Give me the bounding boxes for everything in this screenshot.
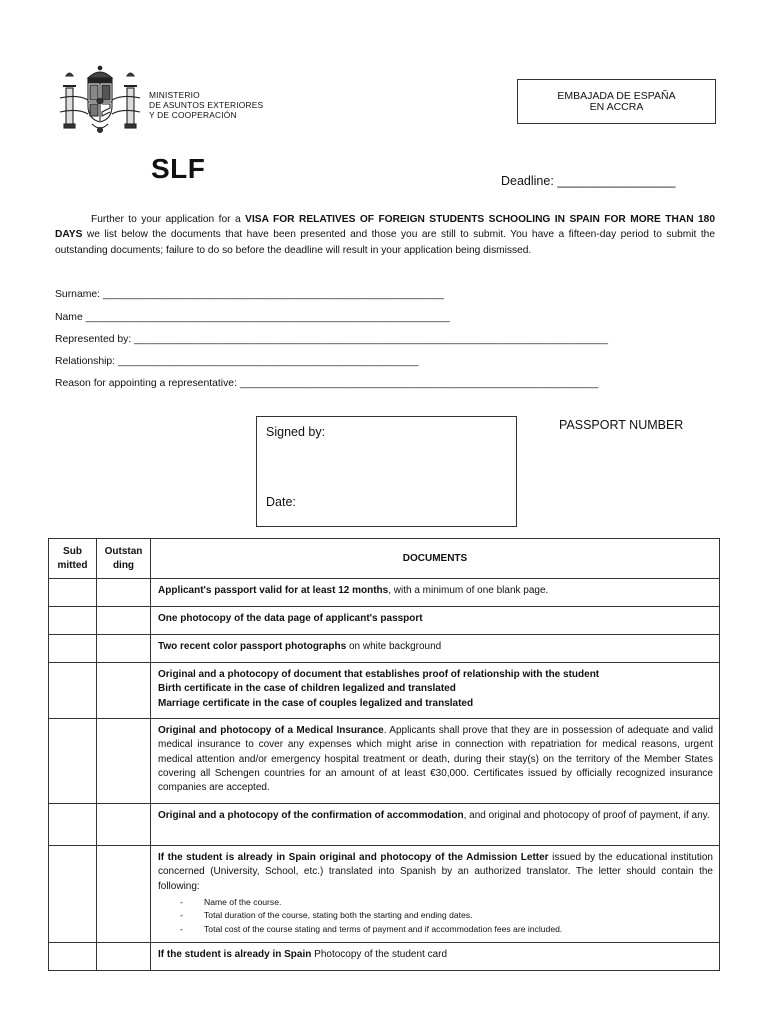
- signed-by-label: Signed by:: [266, 425, 326, 439]
- ministry-line: Y DE COOPERACIÓN: [149, 110, 237, 120]
- reason-field[interactable]: Reason for appointing a representative: ______________________________________________________________: [55, 378, 599, 389]
- col-submitted-header: Sub mitted: [49, 539, 97, 579]
- name-field[interactable]: Name _______________________________________________________________: [55, 312, 450, 323]
- intro-text: we list below the documents that have been presented and those you are still to submit. You have a fifteen-day period to submit the outstanding documents; failure to do so before the deadline will result in your application being dismissed.: [55, 229, 715, 256]
- form-code: SLF: [151, 153, 206, 184]
- embassy-line: EMBAJADA DE ESPAÑA: [557, 89, 676, 102]
- document-bold: Birth certificate in the case of children legalized and translated: [158, 683, 456, 695]
- table-row: [49, 579, 720, 607]
- table-header-row: [49, 539, 720, 579]
- table-row: [49, 943, 720, 971]
- col-documents-header: DOCUMENTS: [151, 539, 720, 579]
- intro-paragraph: [55, 212, 715, 258]
- date-label: Date:: [266, 495, 296, 509]
- table-row: [49, 607, 720, 635]
- document-description: [151, 579, 720, 607]
- document-description: [151, 635, 720, 663]
- document-description: [151, 719, 720, 804]
- outstanding-checkbox[interactable]: [97, 579, 151, 607]
- document-bold: Applicant's passport valid for at least 12 months: [158, 585, 389, 596]
- outstanding-checkbox[interactable]: [97, 607, 151, 635]
- submitted-checkbox[interactable]: [49, 607, 97, 635]
- submitted-checkbox[interactable]: [49, 943, 97, 971]
- document-description: [151, 804, 720, 846]
- document-bold: If the student is already in Spain: [158, 949, 312, 961]
- submitted-checkbox[interactable]: [49, 635, 97, 663]
- document-bold: Original and a photocopy of the confirmation of accommodation: [158, 810, 464, 821]
- list-item: - Total duration of the course, stating both the starting and ending dates.: [158, 909, 713, 923]
- document-bold: Original and photocopy of a Medical Insurance: [158, 725, 384, 736]
- coat-of-arms-icon: [58, 64, 142, 136]
- document-bold: Original and a photocopy of document that establishes proof of relationship with the student: [158, 669, 600, 680]
- list-item: - Total cost of the course stating and terms of payment and if accommodation fees are included.: [158, 923, 713, 937]
- submitted-checkbox[interactable]: [49, 719, 97, 804]
- deadline-field[interactable]: Deadline: _________________: [501, 174, 676, 188]
- embassy-line: EN ACCRA: [589, 100, 644, 113]
- relationship-field[interactable]: Relationship: ____________________________________________________: [55, 356, 419, 367]
- ministry-name: [149, 90, 263, 120]
- outstanding-checkbox[interactable]: [97, 804, 151, 846]
- table-row: [49, 635, 720, 663]
- ministry-line: DE ASUNTOS EXTERIORES: [149, 100, 264, 110]
- ministry-line: MINISTERIO: [149, 90, 200, 100]
- represented-by-field[interactable]: Represented by: __________________________________________________________________________________: [55, 334, 608, 345]
- document-description: [151, 663, 720, 719]
- document-bold: Two recent color passport photographs: [158, 641, 347, 652]
- table-row: [49, 804, 720, 846]
- submitted-checkbox[interactable]: [49, 846, 97, 943]
- outstanding-checkbox[interactable]: [97, 663, 151, 719]
- table-row: [49, 719, 720, 804]
- embassy-box: [517, 79, 716, 124]
- document-text: issued by the educational institution concerned (University, School, etc.) translated into Spanish by an authorized translator. The letter should contain the following:: [158, 852, 713, 892]
- submitted-checkbox[interactable]: [49, 804, 97, 846]
- table-row: [49, 846, 720, 943]
- document-bold: One photocopy of the data page of applicant's passport: [158, 613, 423, 624]
- documents-table: [48, 538, 720, 971]
- outstanding-checkbox[interactable]: [97, 846, 151, 943]
- signature-box[interactable]: [256, 416, 517, 527]
- col-outstanding-header: Outstan ding: [97, 539, 151, 579]
- document-text: . Applicants shall prove that they are in possession of adequate and valid medical insurance to cover any expenses which might arise in connection with repatriation for medical reasons, urgent medical attention and/or emergency hospital treatment or death, during their stay(s) on the territory of the Member States covering all Schengen countries for an amount of at least €30,000. Certificates issued by officially recognized insurance companies are accepted.: [158, 725, 713, 794]
- outstanding-checkbox[interactable]: [97, 719, 151, 804]
- document-description: [151, 607, 720, 635]
- surname-field[interactable]: Surname: ___________________________________________________________: [55, 289, 444, 300]
- list-item: - Name of the course.: [158, 896, 713, 910]
- passport-number-label: PASSPORT NUMBER: [559, 418, 684, 432]
- document-text: on white background: [346, 641, 442, 652]
- submitted-checkbox[interactable]: [49, 663, 97, 719]
- outstanding-checkbox[interactable]: [97, 635, 151, 663]
- submitted-checkbox[interactable]: [49, 579, 97, 607]
- outstanding-checkbox[interactable]: [97, 943, 151, 971]
- document-bold: If the student is already in Spain original and photocopy of the Admission Letter: [158, 852, 549, 863]
- admission-letter-requirements: [158, 896, 713, 937]
- document-text: , with a minimum of one blank page.: [388, 585, 549, 596]
- document-bold: Marriage certificate in the case of couples legalized and translated: [158, 697, 474, 709]
- intro-visa-type: VISA FOR RELATIVES OF FOREIGN STUDENTS SCHOOLING IN SPAIN FOR MORE THAN 180 DAYS: [55, 214, 716, 241]
- table-row: [49, 663, 720, 719]
- document-description: [151, 943, 720, 971]
- document-description: [151, 846, 720, 943]
- document-text: , and original and photocopy of proof of payment, if any.: [463, 810, 710, 821]
- document-text: Photocopy of the student card: [311, 949, 448, 961]
- intro-text: Further to your application for a: [91, 214, 246, 225]
